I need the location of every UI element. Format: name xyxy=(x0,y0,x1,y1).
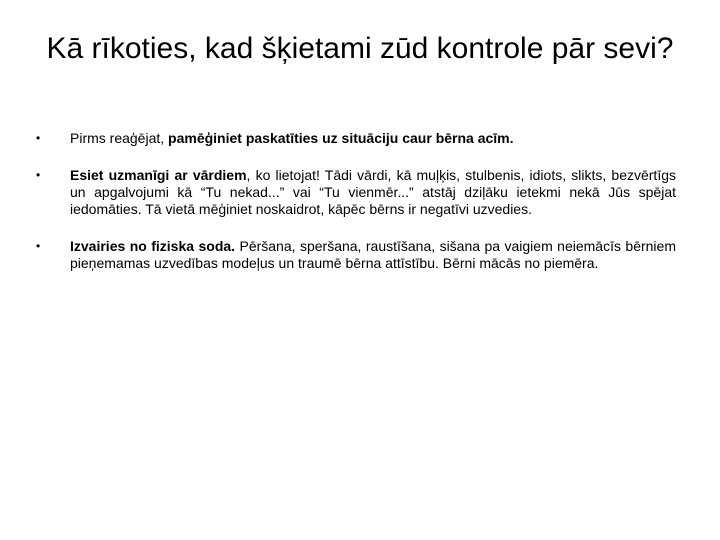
bullet-text-normal: Pirms reaģējat, xyxy=(70,130,169,146)
slide-title: Kā rīkoties, kad šķietami zūd kontrole pār sevi? xyxy=(46,32,674,65)
bullet-marker: • xyxy=(36,131,41,145)
bullet-text-bold: Izvairies no fiziska soda. xyxy=(70,238,236,254)
bullet-item xyxy=(36,167,676,218)
bullet-marker: • xyxy=(36,168,41,182)
bullet-text-bold: Esiet uzmanīgi ar vārdiem xyxy=(70,167,247,183)
bullet-marker: • xyxy=(36,239,41,253)
bullet-text-bold: pamēģiniet paskatīties uz situāciju caur bērna acīm. xyxy=(168,130,514,146)
bullet-list xyxy=(36,130,676,292)
bullet-text-rest: , ko lietojat! Tādi vārdi, kā muļķis, stulbenis, idiots, slikts, bezvērtīgs un apgalvojumi kā “Tu nekad...” vai “Tu vienmēr...” atstāj dziļāku ietekmi nekā Jūs spējat iedomāties. Tā vietā mēģiniet noskaidrot, kāpēc bērns ir negatīvi uzvedies. xyxy=(70,167,676,217)
bullet-text-rest: Pēršana, speršana, raustīšana, sišana pa vaigiem neiemācīs bērniem pieņemamas uzvedības modeļus un traumē bērna attīstību. Bērni mācās no piemēra. xyxy=(70,238,676,271)
bullet-item xyxy=(36,130,676,147)
bullet-item xyxy=(36,238,676,272)
